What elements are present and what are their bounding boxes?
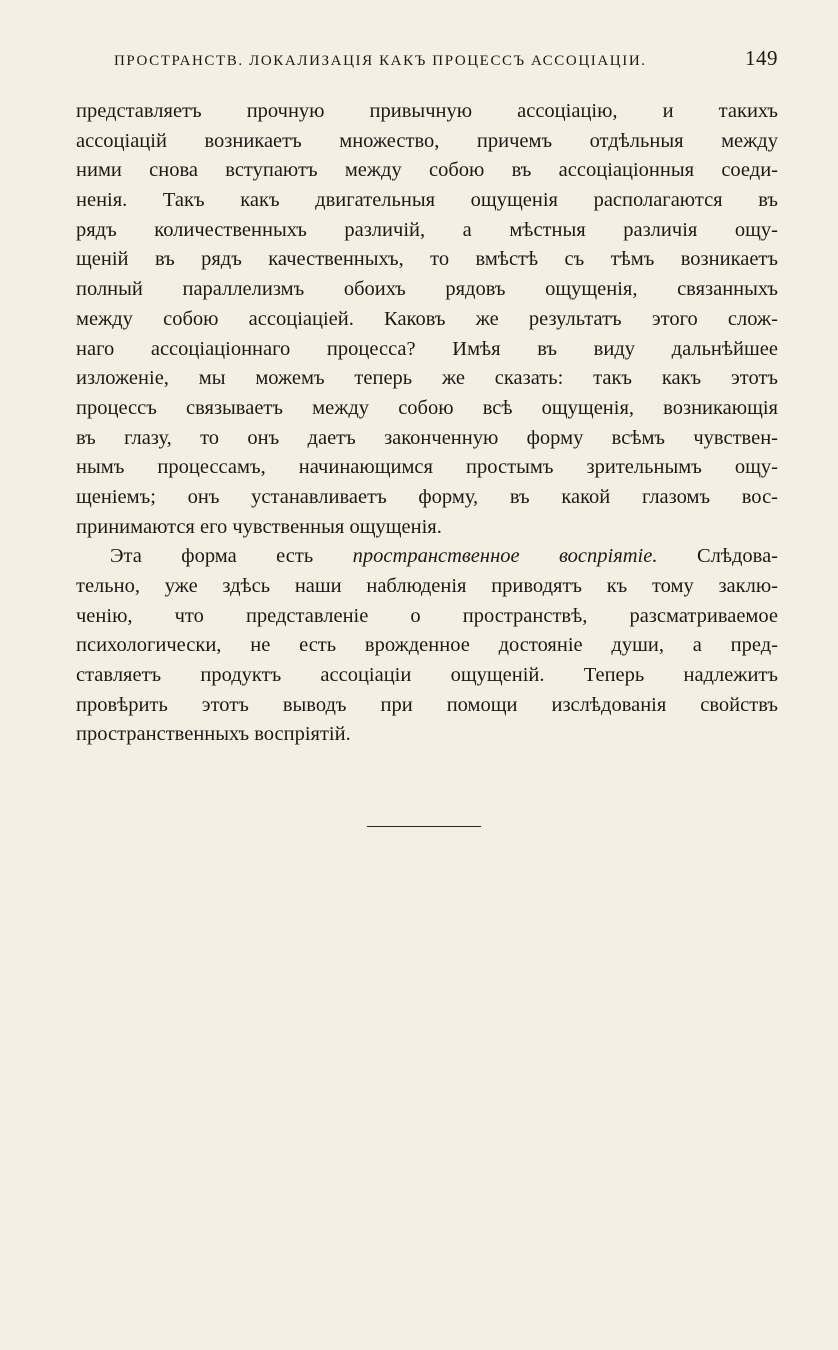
text-line: въ глазу, то онъ даетъ законченную форму всѣмъ чувствен- <box>76 426 778 449</box>
text-line: психологически, не есть врожденное достояніе души, а пред- <box>76 634 778 657</box>
text-run: Слѣдова- <box>657 545 778 568</box>
emphasized-term: пространственное воспріятіе. <box>352 545 658 568</box>
text-line: процессъ связываетъ между собою всѣ ощущенія, возникающія <box>76 396 778 419</box>
text-line: нымъ процессамъ, начинающимся простымъ зрительнымъ ощу- <box>76 456 778 479</box>
running-header <box>114 46 778 71</box>
text-run: Эта форма есть <box>110 545 353 568</box>
text-line: щеніемъ; онъ устанавливаетъ форму, въ какой глазомъ вос- <box>76 485 778 508</box>
text-line: представляетъ прочную привычную ассоціацію, и такихъ <box>76 100 778 122</box>
paragraph-1 <box>76 97 778 542</box>
text-line: рядъ количественныхъ различій, а мѣстныя различія ощу- <box>76 218 778 241</box>
text-line: щеній въ рядъ качественныхъ, то вмѣстѣ съ тѣмъ возникаетъ <box>76 248 778 271</box>
text-line: ставляетъ продуктъ ассоціаціи ощущеній. Теперь надлежитъ <box>76 664 778 687</box>
body-text <box>76 97 778 750</box>
text-line: ассоціацій возникаетъ множество, причемъ отдѣльныя между <box>76 129 778 152</box>
running-title: ПРОСТРАНСТВ. ЛОКАЛИЗАЦІЯ КАКЪ ПРОЦЕССЪ АССОЦІАЦІИ. <box>114 53 647 69</box>
text-line: изложеніе, мы можемъ теперь же сказать: такъ какъ этотъ <box>76 367 778 390</box>
text-line-first <box>76 542 778 572</box>
paragraph-2 <box>76 542 778 750</box>
text-line: принимаются его чувственныя ощущенія. <box>76 515 442 538</box>
text-line: провѣрить этотъ выводъ при помощи изслѣдованія свойствъ <box>76 693 778 716</box>
text-line: наго ассоціаціоннаго процесса? Имѣя въ виду дальнѣйшее <box>76 337 778 360</box>
text-line: полный параллелизмъ обоихъ рядовъ ощущенія, связанныхъ <box>76 278 778 301</box>
text-line: ненія. Такъ какъ двигательныя ощущенія располагаются въ <box>76 189 778 212</box>
section-end-rule <box>367 826 481 827</box>
text-line: тельно, уже здѣсь наши наблюденія приводятъ къ тому заклю- <box>76 575 778 597</box>
text-line: ними снова вступаютъ между собою въ ассоціаціонныя соеди- <box>76 159 778 182</box>
text-line: ченію, что представленіе о пространствѣ, разсматриваемое <box>76 604 778 627</box>
text-line: пространственныхъ воспріятій. <box>76 723 351 746</box>
text-line: между собою ассоціаціей. Каковъ же результатъ этого слож- <box>76 307 778 330</box>
page-number: 149 <box>745 46 778 70</box>
